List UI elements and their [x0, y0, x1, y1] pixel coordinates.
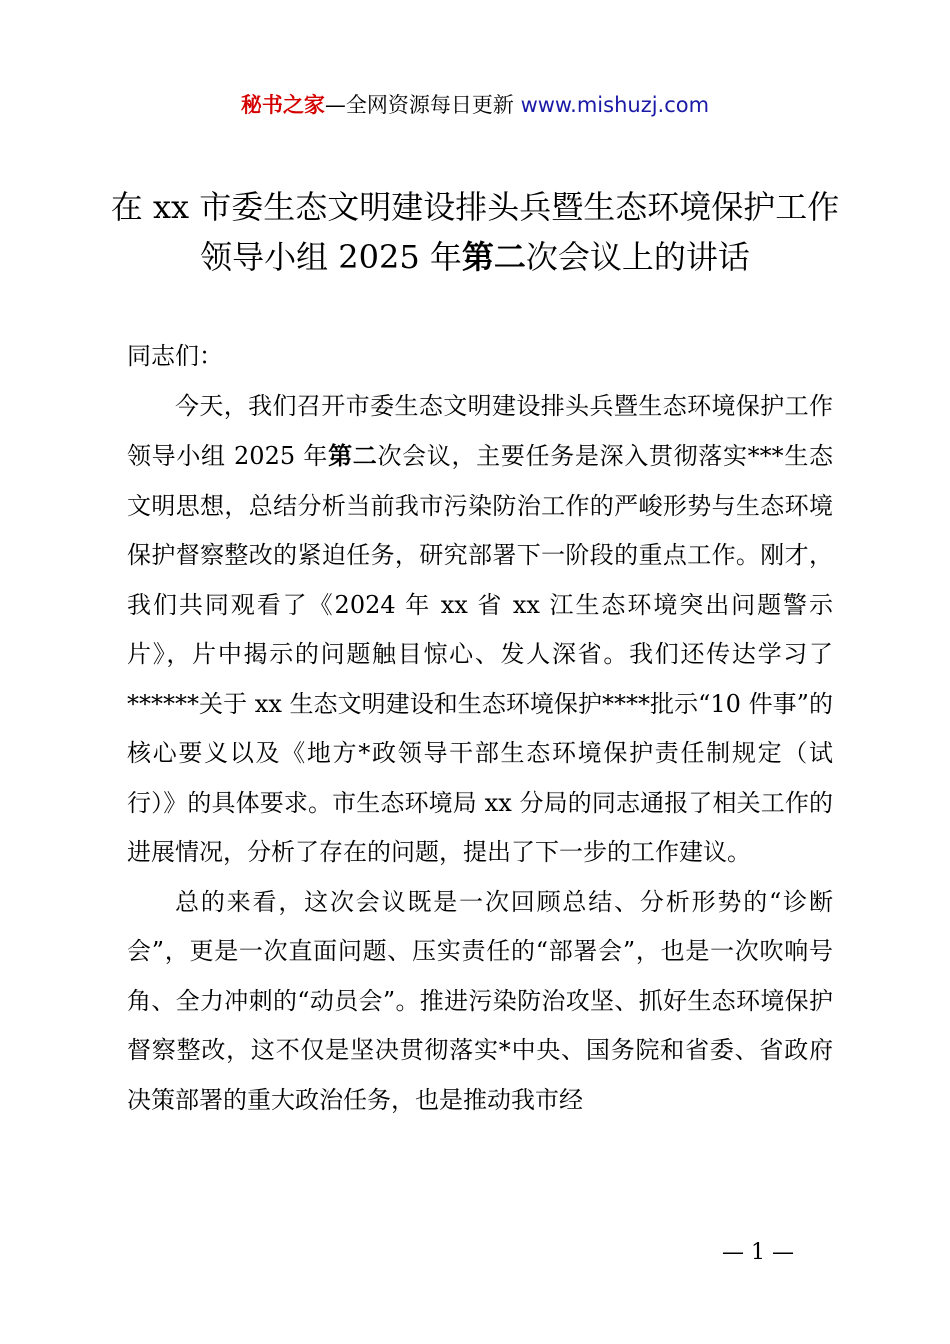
paragraph-1-text-b: 次会议，主要任务是深入贯彻落实***生态文明思想，总结分析当前我市污染防治工作的严峻形势与生态环境保护督察整改的紧迫任务，研究部署下一阶段的重点工作。刚才，我们共同观看了《2024 年 xx 省 xx 江生态环境突出问题警示片》，片中揭示的问题触目惊心、发人深省。我们还传达学习了******关于 xx 生态文明建设和生态环境保护****批示“10 件事”的核心要义以及《地方*政领导干部生态环境保护责任制规定（试行）》的具体要求。市生态环境局 xx 分局的同志通报了相关工作的进展情况，分析了存在的问题，提出了下一步的工作建议。: [127, 442, 833, 866]
page-number: — 1 —: [722, 1240, 794, 1265]
site-brand: 秘书之家: [240, 93, 325, 117]
paragraph-1-text-a: 今天，我们召开市委生态文明建设排头兵暨生态环境保护工作领导小组 2025 年: [127, 391, 833, 470]
paragraph-1: [127, 382, 833, 878]
salutation: 同志们：: [127, 342, 223, 370]
title-text-part2: 次会议上的讲话: [525, 238, 750, 276]
title-text-bold: 第二: [461, 238, 526, 276]
paragraph-1-bold: 第二: [328, 441, 378, 470]
title-text-part1: 在 xx 市委生态文明建设排头兵暨生态环境保护工作领导小组 2025 年: [110, 188, 840, 276]
site-tagline: —全网资源每日更新: [324, 93, 521, 117]
document-body: [127, 332, 833, 1125]
paragraph-2: 总的来看，这次会议既是一次回顾总结、分析形势的“诊断会”，更是一次直面问题、压实责任的“部署会”，也是一次吹响号角、全力冲刺的“动员会”。推进污染防治攻坚、抓好生态环境保护督察整改，这不仅是坚决贯彻落实*中央、国务院和省委、省政府决策部署的重大政治任务，也是推动我市经: [127, 887, 833, 1114]
site-banner: [0, 90, 950, 120]
document-title: [110, 182, 840, 282]
site-url-link[interactable]: www.mishuzj.com: [520, 93, 710, 117]
